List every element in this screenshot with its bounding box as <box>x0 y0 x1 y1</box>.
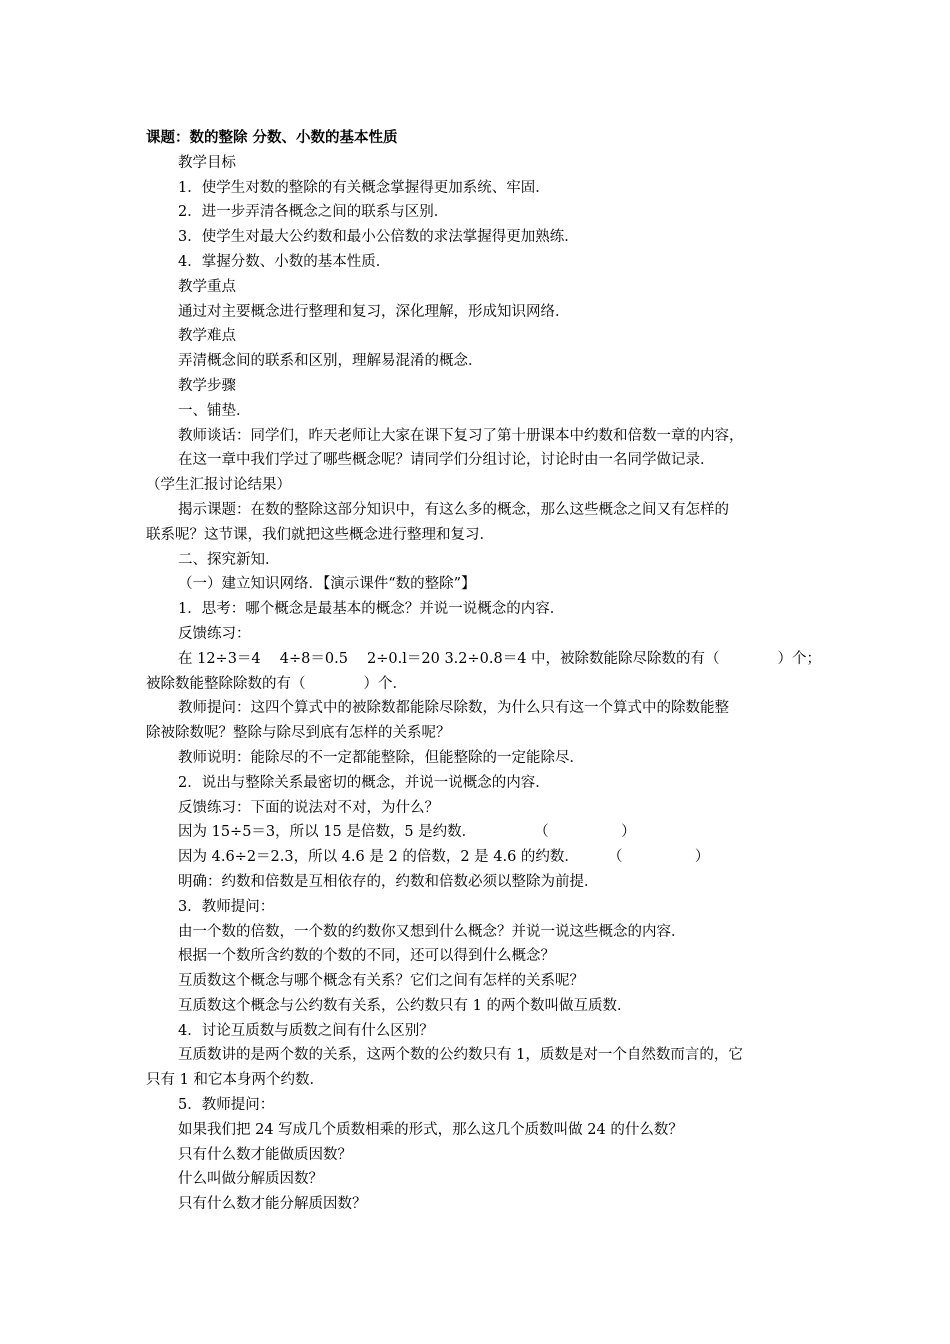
paragraph-line: 反馈练习： <box>178 625 251 642</box>
objective-4: 4．掌握分数、小数的基本性质． <box>178 253 391 270</box>
paragraph-line: 2．说出与整除关系最密切的概念，并说一说概念的内容． <box>178 774 550 791</box>
paragraph-line: 互质数这个概念与公约数有关系，公约数只有 1 的两个数叫做互质数． <box>178 997 632 1014</box>
paragraph-line: 3．教师提问： <box>178 898 275 915</box>
paragraph-line: （学生汇报讨论结果） <box>146 477 291 494</box>
exercise-line: 被除数能整除除数的有（ ）个． <box>146 675 407 692</box>
paragraph-line: 教师提问：这四个算式中的被除数都能除尽除数，为什么只有这一个算式中的除数能整 <box>178 700 729 717</box>
paragraph-line: 根据一个数所含约数的个数的不同，还可以得到什么概念？ <box>178 948 555 965</box>
paragraph-line: 只有什么数才能分解质因数？ <box>178 1196 367 1213</box>
paragraph-line: 由一个数的倍数，一个数的约数你又想到什么概念？并说一说这些概念的内容． <box>178 923 686 940</box>
paragraph-line: 只有什么数才能做质因数？ <box>178 1146 352 1163</box>
paragraph-line: 如果我们把 24 写成几个质数相乘的形式，那么这几个质数叫做 24 的什么数？ <box>178 1121 683 1138</box>
paragraph-line: 明确：约数和倍数是互相依存的，约数和倍数必须以整除为前提． <box>178 873 599 890</box>
objective-1: 1．使学生对数的整除的有关概念掌握得更加系统、牢固． <box>178 179 550 196</box>
paragraph-line: 在这一章中我们学过了哪些概念呢？请同学们分组讨论，讨论时由一名同学做记录． <box>178 452 715 469</box>
paragraph-line: 揭示课题：在数的整除这部分知识中，有这么多的概念，那么这些概念之间又有怎样的 <box>178 501 729 518</box>
objective-2: 2．进一步弄清各概念之间的联系与区别． <box>178 204 449 221</box>
difficulties-text: 弄清概念间的联系和区别，理解易混淆的概念． <box>178 353 483 370</box>
paragraph-line: 教师谈话：同学们，昨天老师让大家在课下复习了第十册课本中约数和倍数一章的内容， <box>178 427 744 444</box>
paragraph-line: 除被除数呢？整除与除尽到底有怎样的关系呢？ <box>146 725 451 742</box>
paragraph-line: 4．讨论互质数与质数之间有什么区别？ <box>178 1022 434 1039</box>
section-heading-key-points: 教学重点 <box>178 278 236 295</box>
section-heading-objectives: 教学目标 <box>178 154 236 171</box>
paragraph-line: 只有 1 和它本身两个约数． <box>146 1072 324 1089</box>
paragraph-line: 反馈练习：下面的说法对不对，为什么？ <box>178 799 439 816</box>
section-heading-steps: 教学步骤 <box>178 377 236 394</box>
section-heading-difficulties: 教学难点 <box>178 328 236 345</box>
lesson-plan <box>146 126 822 1217</box>
paragraph-line: 互质数这个概念与哪个概念有关系？它们之间有怎样的关系呢？ <box>178 973 584 990</box>
subsection-heading: （一）建立知识网络．【演示课件“数的整除”】 <box>178 576 476 593</box>
key-points-text: 通过对主要概念进行整理和复习，深化理解，形成知识网络． <box>178 303 570 320</box>
step-1-heading: 一、铺垫． <box>178 402 251 419</box>
exercise-line: 因为 15÷5＝3，所以 15 是倍数，5 是约数． （ ） <box>178 824 636 841</box>
paragraph-line: 什么叫做分解质因数？ <box>178 1171 323 1188</box>
paragraph-line: 5．教师提问： <box>178 1097 275 1114</box>
lesson-title: 课题：数的整除 分数、小数的基本性质 <box>146 129 398 146</box>
exercise-line: 在 12÷3＝4 4÷8＝0.5 2÷0.l＝20 3.2÷0.8＝4 中，被除数能除尽除数的有（ ）个； <box>178 650 822 667</box>
paragraph-line: 1．思考：哪个概念是最基本的概念？并说一说概念的内容． <box>178 601 565 618</box>
objective-3: 3．使学生对最大公约数和最小公倍数的求法掌握得更加熟练． <box>178 229 579 246</box>
paragraph-line: 互质数讲的是两个数的关系，这两个数的公约数只有 1，质数是对一个自然数而言的，它 <box>178 1047 743 1064</box>
paragraph-line: 教师说明：能除尽的不一定都能整除，但能整除的一定能除尽． <box>178 749 584 766</box>
step-2-heading: 二、探究新知． <box>178 551 280 568</box>
exercise-line: 因为 4.6÷2＝2.3，所以 4.6 是 2 的倍数，2 是 4.6 的约数． （ ） <box>178 849 710 866</box>
paragraph-line: 联系呢？这节课，我们就把这些概念进行整理和复习． <box>146 526 494 543</box>
